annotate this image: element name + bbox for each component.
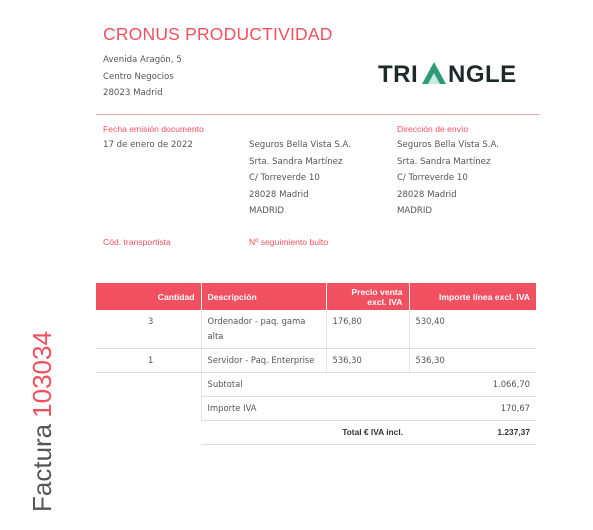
side-title xyxy=(5,300,65,515)
subtotal-label: Subtotal xyxy=(201,373,409,397)
company-logo xyxy=(378,58,523,90)
svg-text:TRI: TRI xyxy=(378,61,419,88)
company-address-line-2: Centro Negocios xyxy=(103,71,174,82)
subtotal-row xyxy=(96,373,536,397)
carrier-label: Cód. transportista xyxy=(103,237,171,247)
total-value: 1.237,37 xyxy=(409,421,536,445)
table-row xyxy=(96,310,536,349)
col-header-line-amount: Importe línea excl. IVA xyxy=(409,283,536,310)
ship-to-address xyxy=(397,137,499,220)
side-title-prefix: Factura xyxy=(27,423,57,512)
total-row xyxy=(96,421,536,445)
company-name: CRONUS PRODUCTIVIDAD xyxy=(103,24,333,44)
vat-row xyxy=(96,397,536,421)
ship-to-line-3: C/ Torreverde 10 xyxy=(397,173,468,183)
bill-to-line-3: C/ Torreverde 10 xyxy=(249,173,320,183)
bill-to-line-1: Seguros Bella Vista S.A. xyxy=(249,140,351,150)
row-2-description: Servidor - Paq. Enterprise xyxy=(201,349,326,373)
bill-to-line-4: 28028 Madrid xyxy=(249,189,309,200)
row-1-amount: 530,40 xyxy=(409,310,536,349)
ship-to-line-4: 28028 Madrid xyxy=(397,189,457,200)
bill-to-address xyxy=(249,137,351,220)
svg-text:NGLE: NGLE xyxy=(448,61,517,88)
row-2-price: 536,30 xyxy=(326,349,409,373)
company-address-line-3: 28023 Madrid xyxy=(103,88,163,98)
header-divider xyxy=(96,114,540,115)
ship-to-line-1: Seguros Bella Vista S.A. xyxy=(397,140,499,150)
row-1-quantity: 3 xyxy=(96,310,201,349)
bill-to-line-2: Srta. Sandra Martínez xyxy=(249,156,343,167)
row-2-quantity: 1 xyxy=(96,349,201,373)
ship-to-label: Dirección de envío xyxy=(397,124,469,134)
invoice-lines-table xyxy=(96,283,536,445)
table-header-row xyxy=(96,283,536,310)
svg-text:Factura103034 xyxy=(27,331,57,512)
total-label: Total € IVA incl. xyxy=(201,421,409,445)
logo-triangle-icon xyxy=(422,62,446,84)
tracking-label: Nº seguimiento bulto xyxy=(249,237,329,247)
vat-value: 170,67 xyxy=(409,397,536,421)
col-header-unit-price: Precio venta excl. IVA xyxy=(326,283,409,310)
row-1-description: Ordenador - paq. gama alta xyxy=(201,310,326,349)
side-title-number: 103034 xyxy=(27,331,57,418)
company-address xyxy=(103,52,182,102)
ship-to-line-5: MADRID xyxy=(397,206,433,216)
issue-date-label: Fecha emisión documento xyxy=(103,124,204,134)
row-1-price: 176,80 xyxy=(326,310,409,349)
row-2-amount: 536,30 xyxy=(409,349,536,373)
ship-to-line-2: Srta. Sandra Martínez xyxy=(397,156,491,167)
col-header-description: Descripción xyxy=(201,283,326,310)
bill-to-line-5: MADRID xyxy=(249,206,285,216)
table-row xyxy=(96,349,536,373)
subtotal-value: 1.066,70 xyxy=(409,373,536,397)
company-address-line-1: Avenida Aragón, 5 xyxy=(103,55,182,65)
issue-date: 17 de enero de 2022 xyxy=(103,140,193,150)
vat-label: Importe IVA xyxy=(201,397,409,421)
col-header-quantity: Cantidad xyxy=(96,283,201,310)
